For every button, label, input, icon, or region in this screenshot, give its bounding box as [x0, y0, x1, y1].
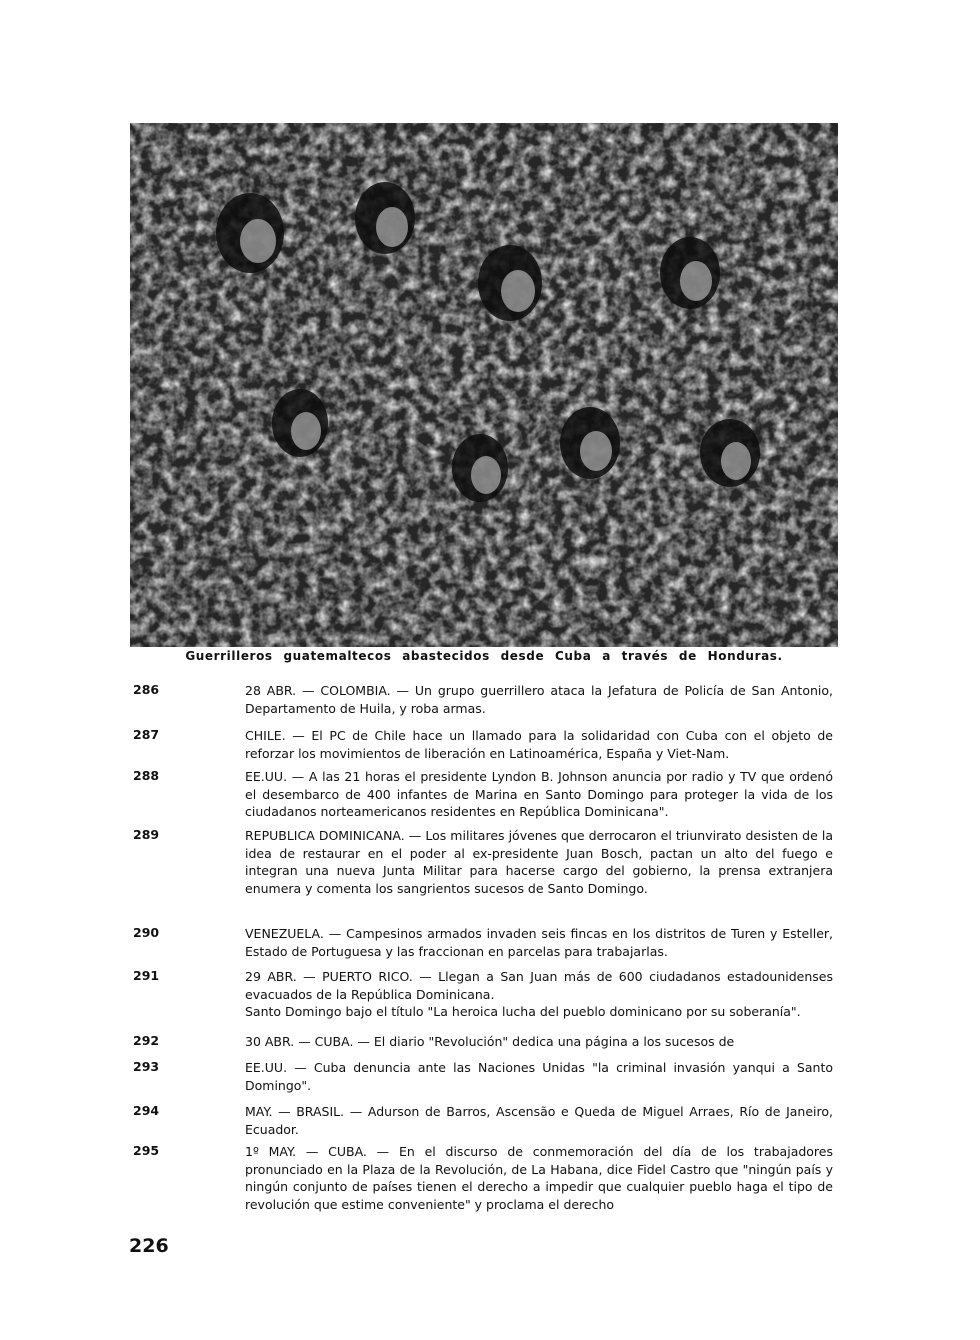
entry-number: 292	[133, 1033, 160, 1048]
guerrilla-photo	[130, 123, 838, 647]
entry-text	[245, 968, 833, 1021]
entry-number: 291	[133, 968, 160, 983]
entry-text: EE.UU. — A las 21 horas el presidente Lyndon B. Johnson anuncia por radio y TV que ordenó el desembarco de 400 infantes de Marina en Santo Domingo para proteger la vida de los ciudadanos norteamericanos residentes en República Dominicana".	[245, 769, 833, 819]
entry-number: 287	[133, 727, 160, 742]
entry-text: EE.UU. — Cuba denuncia ante las Naciones Unidas "la criminal invasión yanqui a Santo Domingo".	[245, 1060, 833, 1093]
entry-text-line: 29 ABR. — PUERTO RICO. — Llegan a San Juan más de 600 ciudadanos estadounidenses evacuados de la República Dominicana.	[245, 969, 833, 1002]
entry-text: 1º MAY. — CUBA. — En el discurso de conmemoración del día de los trabajadores pronunciado en la Plaza de la Revolución, de La Habana, dice Fidel Castro que "ningún país y ningún conjunto de países tienen el derecho a impedir que cualquier pueblo haga el tipo de revolución que estime conveniente" y proclama el derecho	[245, 1144, 833, 1212]
entry-text: CHILE. — El PC de Chile hace un llamado para la solidaridad con Cuba con el objeto de reforzar los movimientos de liberación en Latinoamérica, España y Viet-Nam.	[245, 728, 833, 761]
entry-number: 293	[133, 1059, 160, 1074]
entry-text: 28 ABR. — COLOMBIA. — Un grupo guerrillero ataca la Jefatura de Policía de San Antonio, Departamento de Huila, y roba armas.	[245, 683, 833, 716]
entry-number: 289	[133, 827, 160, 842]
photo-image	[130, 123, 838, 647]
entry-text-line: Santo Domingo bajo el título "La heroica lucha del pueblo dominicano por su soberanía".	[245, 1004, 801, 1019]
entry-number: 294	[133, 1103, 160, 1118]
entry-text: VENEZUELA. — Campesinos armados invaden seis fincas en los distritos de Turen y Esteller, Estado de Portuguesa y las fraccionan en parcelas para trabajarlas.	[245, 926, 833, 959]
entry-number: 288	[133, 768, 160, 783]
entry-text: REPUBLICA DOMINICANA. — Los militares jóvenes que derrocaron el triunvirato desisten de la idea de restaurar en el poder al ex-presidente Juan Bosch, pactan un alto del fuego e integran una nueva Junta Militar para hacerse cargo del gobierno, la prensa extranjera enumera y comenta los sangrientos sucesos de Santo Domingo.	[245, 828, 833, 896]
entry-text: 30 ABR. — CUBA. — El diario "Revolución" dedica una página a los sucesos de	[245, 1034, 735, 1049]
entry-number: 295	[133, 1143, 160, 1158]
page-number: 226	[129, 1235, 169, 1257]
photo-caption: Guerrilleros guatemaltecos abastecidos desde Cuba a través de Honduras.	[185, 649, 783, 663]
entry-number: 290	[133, 925, 160, 940]
entry-number: 286	[133, 682, 160, 697]
entry-text: MAY. — BRASIL. — Adurson de Barros, Ascensão e Queda de Miguel Arraes, Río de Janeiro, Ecuador.	[245, 1104, 833, 1137]
